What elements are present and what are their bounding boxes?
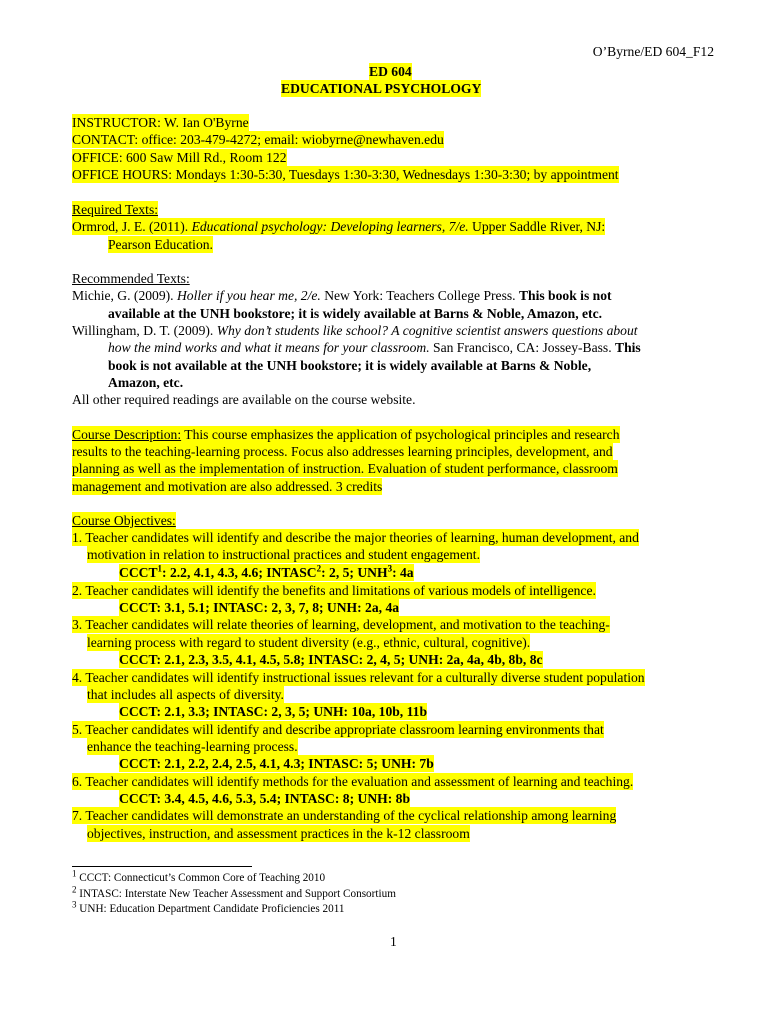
footnote-2: [72, 884, 396, 901]
footnote-separator: [72, 866, 252, 867]
ormrod-title: Educational psychology: Developing learners, 7/e.: [191, 219, 469, 234]
footnote-3: [72, 899, 345, 916]
michie-citation: [72, 287, 612, 304]
footnote-text-2: INTASC: Interstate New Teacher Assessment and Support Consortium: [76, 888, 396, 900]
ormrod-author: Ormrod, J. E. (2011).: [72, 219, 192, 234]
willingham-publisher: San Francisco, CA: Jossey-Bass.: [429, 340, 616, 355]
recommended-texts-heading: Recommended Texts:: [72, 271, 190, 286]
footnote-ref-1: 1: [157, 563, 163, 574]
objective-7-line2: objectives, instruction, and assessment practices in the k-12 classroom: [87, 826, 470, 841]
footnote-text-3: UNH: Education Department Candidate Proficiencies 2011: [76, 903, 345, 915]
required-texts-heading: Required Texts:: [72, 202, 159, 217]
michie-citation-line2: available at the UNH bookstore; it is widely available at Barns & Noble, Amazon, etc.: [108, 306, 603, 321]
objective-4-standards: CCCT: 2.1, 3.3; INTASC: 2, 3, 5; UNH: 10a, 10b, 11b: [119, 704, 428, 719]
objective-6-standards: CCCT: 3.4, 4.5, 4.6, 5.3, 5.4; INTASC: 8; UNH: 8b: [119, 791, 411, 806]
objective-3-standards: CCCT: 2.1, 2.3, 3.5, 4.1, 4.5, 5.8; INTASC: 2, 4, 5; UNH: 2a, 4a, 4b, 8b, 8c: [119, 652, 543, 667]
willingham-citation-line2: [108, 339, 641, 356]
objective-7-line1: 7. Teacher candidates will demonstrate an understanding of the cyclical relationship among learning: [72, 808, 617, 823]
michie-availability: This book is not: [518, 288, 612, 303]
footnote-1: [72, 868, 326, 885]
willingham-citation: [72, 322, 638, 339]
objective-5-standards: CCCT: 2.1, 2.2, 2.4, 2.5, 4.1, 4.3; INTASC: 5; UNH: 7b: [119, 756, 434, 771]
objective-1-line2: motivation in relation to instructional practices and student engagement.: [87, 547, 480, 562]
michie-title: Holler if you hear me, 2/e.: [176, 288, 321, 303]
willingham-availability: This: [615, 340, 641, 355]
standard-intasc: : 2.2, 4.1, 4.3, 4.6; INTASC: [162, 565, 317, 580]
objective-5-line2: enhance the teaching-learning process.: [87, 739, 298, 754]
objective-2-line1: 2. Teacher candidates will identify the benefits and limitations of various models of intelligence.: [72, 583, 596, 598]
willingham-citation-line3: book is not available at the UNH bookstore; it is widely available at Barns & Noble,: [108, 358, 592, 373]
course-description-line1: [72, 426, 620, 443]
objective-3-line2: learning process with regard to student diversity (e.g., ethnic, cultural, cognitive).: [87, 635, 531, 650]
running-head: O’Byrne/ED 604_F12: [592, 44, 714, 59]
course-description-line3: planning as well as the implementation of instruction. Evaluation of student performance, classroom: [72, 461, 618, 476]
standard-ccct: CCCT: [119, 565, 158, 580]
objective-4-line1: 4. Teacher candidates will identify instructional issues relevant for a culturally diverse student population: [72, 670, 645, 685]
footnote-ref-3: 3: [387, 563, 393, 574]
objective-6-line1: 6. Teacher candidates will identify methods for the evaluation and assessment of learning and teaching.: [72, 774, 634, 789]
office-line: OFFICE: 600 Saw Mill Rd., Room 122: [72, 150, 287, 165]
objective-1-line1: 1. Teacher candidates will identify and describe the major theories of learning, human development, and: [72, 530, 639, 545]
course-code: ED 604: [369, 64, 412, 79]
contact-line: CONTACT: office: 203-479-4272; email: wiobyrne@newhaven.edu: [72, 132, 444, 147]
standard-unh: : 2, 5; UNH: [321, 565, 388, 580]
course-description-line2: results to the teaching-learning process. Focus also addresses learning principles, development, and: [72, 444, 613, 459]
michie-author: Michie, G. (2009).: [72, 288, 177, 303]
objective-2-standards: CCCT: 3.1, 5.1; INTASC: 2, 3, 7, 8; UNH: 2a, 4a: [119, 600, 400, 615]
course-title: EDUCATIONAL PSYCHOLOGY: [281, 81, 482, 96]
willingham-citation-line4: Amazon, etc.: [108, 375, 184, 390]
ormrod-citation-line2: Pearson Education.: [108, 237, 213, 252]
footnote-mark-1: 1: [72, 868, 77, 879]
other-readings-note: All other required readings are available on the course website.: [72, 392, 416, 407]
michie-publisher: New York: Teachers College Press.: [320, 288, 519, 303]
willingham-title-cont: how the mind works and what it means for your classroom.: [108, 340, 430, 355]
page-number: 1: [390, 934, 397, 949]
footnote-mark-3: 3: [72, 899, 77, 910]
ormrod-citation: [72, 218, 605, 235]
objective-3-line1: 3. Teacher candidates will relate theories of learning, development, and motivation to the teaching-: [72, 617, 610, 632]
objective-1-standards: [119, 564, 414, 581]
course-description-text: This course emphasizes the application of psychological principles and research: [181, 427, 620, 442]
course-description-line4: management and motivation are also addressed. 3 credits: [72, 479, 383, 494]
standard-unh-value: : 4a: [392, 565, 414, 580]
willingham-author: Willingham, D. T. (2009).: [72, 323, 217, 338]
course-description-heading: Course Description:: [72, 427, 182, 442]
office-hours-line: OFFICE HOURS: Mondays 1:30-5:30, Tuesdays 1:30-3:30, Wednesdays 1:30-3:30; by appointment: [72, 167, 619, 182]
course-objectives-heading: Course Objectives:: [72, 513, 176, 528]
instructor-line: INSTRUCTOR: W. Ian O'Byrne: [72, 115, 249, 130]
ormrod-publisher: Upper Saddle River, NJ:: [468, 219, 606, 234]
objective-5-line1: 5. Teacher candidates will identify and describe appropriate classroom learning environments that: [72, 722, 604, 737]
footnote-text-1: CCCT: Connecticut’s Common Core of Teaching 2010: [76, 872, 326, 884]
footnote-ref-2: 2: [316, 563, 322, 574]
willingham-title: Why don’t students like school? A cognitive scientist answers questions about: [216, 323, 638, 338]
objective-4-line2: that includes all aspects of diversity.: [87, 687, 284, 702]
footnote-mark-2: 2: [72, 884, 77, 895]
